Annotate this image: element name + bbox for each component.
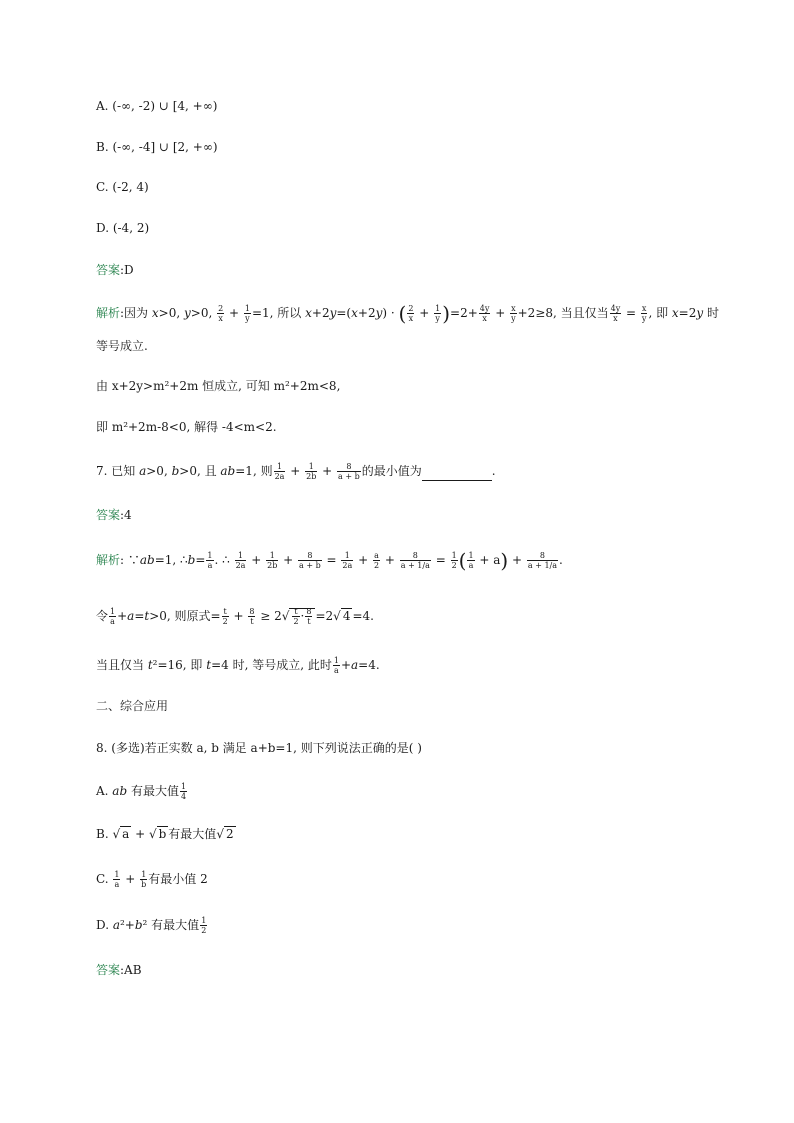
answer-6 xyxy=(96,262,134,278)
section-heading: 二、综合应用 xyxy=(96,699,169,713)
option-6a: A. (-∞, -2) ∪ [4, +∞) xyxy=(96,99,218,113)
solution-label: 解析 xyxy=(96,306,121,320)
solution-6-line-3: 由 x+2y>m²+2m 恒成立, 可知 m²+2m<8, xyxy=(96,379,341,393)
solution-6-line-2: 等号成立. xyxy=(96,339,148,353)
question-8: 8. (多选)若正实数 a, b 满足 a+b=1, 则下列说法正确的是( ) xyxy=(96,741,422,755)
answer-8 xyxy=(96,962,142,978)
option-6b: B. (-∞, -4] ∪ [2, +∞) xyxy=(96,140,218,154)
option-6d: D. (-4, 2) xyxy=(96,221,150,235)
solution-7-line-3: 当且仅当 t²=16, 即 t=4 时, 等号成立, 此时 $\frac{1}{a}$ +a=4. xyxy=(96,656,380,675)
option-8d: D. a²+b² 有最大值 $\frac{1}{2}$ xyxy=(96,916,207,935)
solution-6-line-4: 即 m²+2m-8<0, 解得 -4<m<2. xyxy=(96,420,277,434)
solution-6-line-1: 解析:因为 x>0, y>0, $\frac{2}{x}$ + $\frac{1}{y}$ =1, 所以 x+2y=(x+2y) · ( $\frac{2}{x}$ + $\frac{1}{y}$ )=2+ $\frac{4y}{x}$ + $\frac{x}{y}$ +2≥8, 当且仅当 $\frac{4y}{x}$ = $\frac{x}{y}$ , 即 x=2y 时 xyxy=(96,301,719,326)
solution-label: 解析 xyxy=(96,553,121,567)
solution-7-line-1: 解析: ∵ab=1, ∴b= $\frac{1}{a}$ . ∴ $\frac{1}{2a}$ + $\frac{1}{2b}$ + $\frac{8}{a + b}$ = $\frac{1}{2a}$ + $\frac{a}{2}$ + $\frac{8}{a + 1/a}$ = $\frac{1}{2}$ ( $\frac{1}{a}$ + a) + $\frac{8}{a + 1/a}$ . xyxy=(96,548,563,573)
answer-label: 答案 xyxy=(96,508,121,522)
question-7: 7. 已知 a>0, b>0, 且 ab=1, 则 $\frac{1}{2a}$ + $\frac{1}{2b}$ + $\frac{8}{a + b}$ 的最小值为 . xyxy=(96,462,496,481)
option-6c: C. (-2, 4) xyxy=(96,180,149,194)
answer-value: :4 xyxy=(120,508,132,522)
answer-label: 答案 xyxy=(96,963,121,977)
answer-value: :D xyxy=(120,263,134,277)
option-8a: A. ab 有最大值 $\frac{1}{4}$ xyxy=(96,782,187,801)
answer-7 xyxy=(96,507,132,523)
option-8c: C. $\frac{1}{a}$ + $\frac{1}{b}$ 有最小值 2 xyxy=(96,870,208,889)
answer-blank xyxy=(422,468,492,481)
solution-7-line-2: 令 $\frac{1}{a}$ +a=t>0, 则原式= $\frac{t}{2}$ + $\frac{8}{t}$ ≥ 2√ $\frac{t}{2}$ · $\frac{8}{t}$ =2√ 4 =4. xyxy=(96,607,374,626)
option-8b: B. √ a + √ b 有最大值√ 2 xyxy=(96,827,234,841)
answer-label: 答案 xyxy=(96,263,121,277)
answer-value: :AB xyxy=(120,963,142,977)
